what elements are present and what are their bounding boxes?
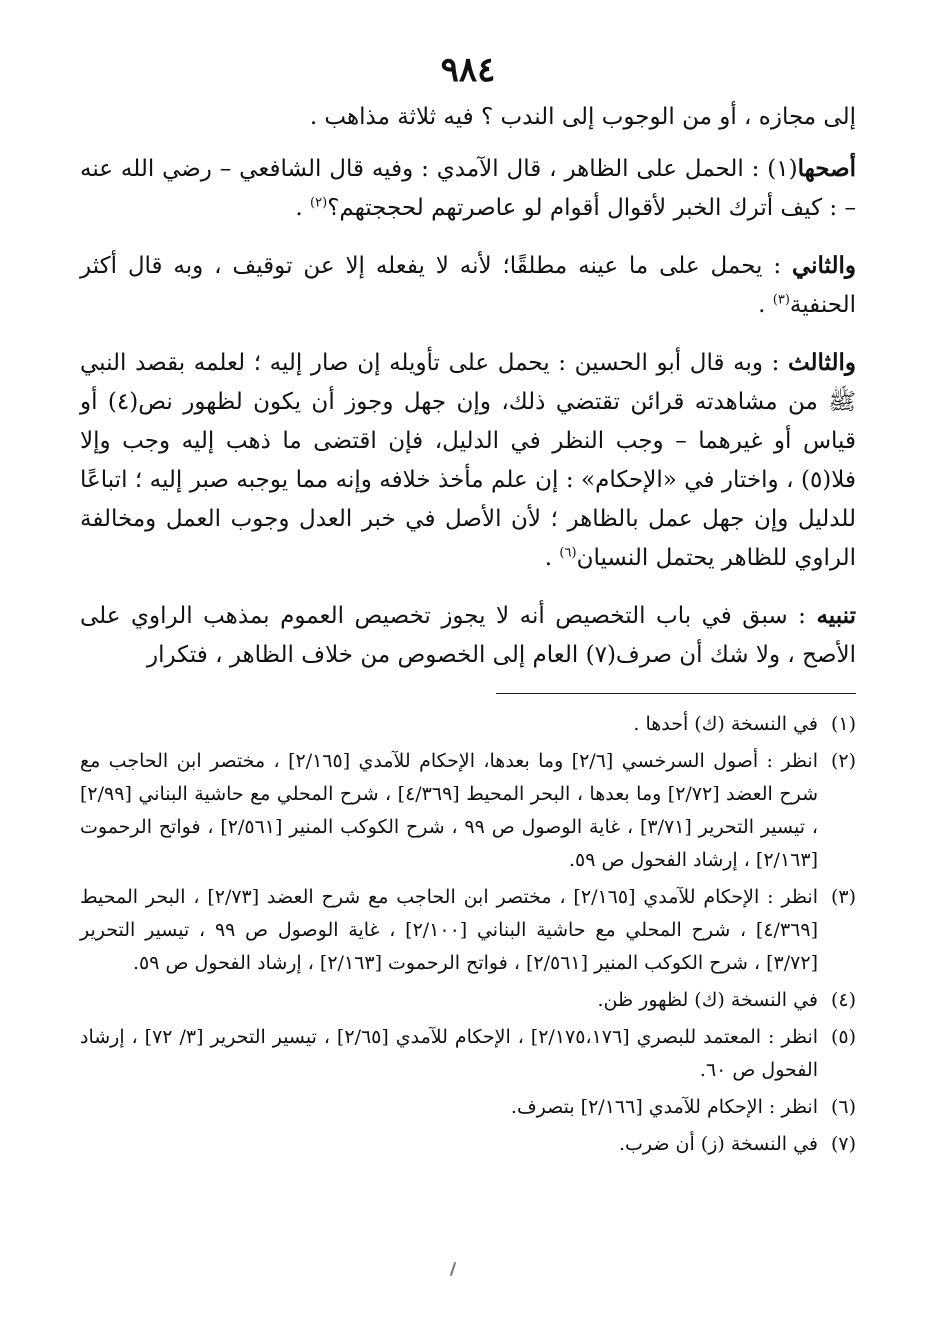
- paragraph-most-correct: [80, 149, 856, 228]
- footnote-separator: [496, 693, 856, 694]
- paragraph-lead: والثاني: [791, 252, 856, 279]
- footnote-text: انظر : المعتمد للبصري [٢/١٧٥،١٧٦] ، الإحكام للآمدي [٢/٦٥] ، تيسير التحرير [٣/ ٧٢] ، إرشاد الفحول ص ٦٠.: [80, 1026, 819, 1081]
- footnote: [80, 1021, 856, 1087]
- footnote: [80, 1091, 856, 1124]
- paragraph-text: : وبه قال أبو الحسين : يحمل على تأويله إن صار إليه ؛ لعلمه بقصد النبي ﷺ من مشاهدته قرائن تقتضي ذلك، وإن جهل وجوز أن يكون لظهور نص(٤) أو قياس أو غيرهما – وجب النظر في الدليل، فإن اقتضى ما ذهب إليه وجب وإلا فلا(٥) ، واختار في «الإحكام» : إن علم مأخذ خلافه وإنه مما يوجبه صبر إليه ؛ اتباعًا للدليل وإن جهل عمل بالظاهر ؛ لأن الأصل في خبر العدل وجوب العمل ومخالفة الراوي للظاهر يحتمل النسيان: [80, 350, 857, 571]
- footnotes: [80, 708, 856, 1161]
- footnote-text: انظر : الإحكام للآمدي [٢/١٦٦] بتصرف.: [510, 1096, 818, 1118]
- footnote-number: (٣): [830, 886, 856, 908]
- footnote-number: (٧): [830, 1133, 856, 1155]
- footnote-ref: (٣): [772, 292, 790, 308]
- footnote-number: (٥): [830, 1026, 856, 1048]
- footnote: [80, 1128, 856, 1161]
- paragraph-text: إلى مجازه ، أو من الوجوب إلى الندب ؟ فيه ثلاثة مذاهب .: [309, 104, 856, 130]
- footnote-text: انظر : الإحكام للآمدي [٢/١٦٥] ، مختصر ابن الحاجب مع شرح العضد [٢/٧٣] ، البحر المحيط [٤/٣٦٩] ، شرح المحلي مع حاشية البناني [٢/١٠٠] ، غاية الوصول ص ٩٩ ، تيسير التحرير [٣/٧٢] ، شرح الكوكب المنير [٢/٥٦١] ، فواتح الرحموت [٢/١٦٣] ، إرشاد الفحول ص ٥٩.: [80, 886, 818, 974]
- page-number: ٩٨٤: [440, 50, 496, 90]
- paragraph-third: [80, 343, 856, 578]
- footnote-number: (٢): [830, 750, 856, 772]
- paragraph-text: (١) : الحمل على الظاهر ، قال الآمدي : وفيه قال الشافعي – رضي الله عنه – : كيف أترك الخبر لأقوال أقوام لو عاصرتهم لحججتهم؟: [80, 156, 856, 221]
- paragraph-text: : يحمل على ما عينه مطلقًا؛ لأنه لا يفعله إلا عن توقيف ، وبه قال أكثر الحنفية: [80, 253, 856, 318]
- footnote: [80, 984, 856, 1017]
- footnote-number: (٤): [830, 989, 856, 1011]
- paragraph-lead: أصحها: [797, 155, 856, 182]
- footnote-ref: (٢): [310, 195, 328, 211]
- paragraph-tail: .: [758, 292, 773, 318]
- footnote-number: (١): [830, 713, 856, 735]
- footnote-number: (٦): [830, 1096, 856, 1118]
- paragraph-lead: تنبيه: [816, 602, 856, 629]
- paragraph-tail: .: [544, 545, 560, 571]
- paragraph-second: [80, 246, 856, 325]
- footnote: [80, 708, 856, 741]
- footnote: [80, 745, 856, 877]
- footnote-text: في النسخة (ك) لظهور ظن.: [597, 989, 818, 1011]
- footnote-text: انظر : أصول السرخسي [٢/٦] وما بعدها، الإحكام للآمدي [٢/١٦٥] ، مختصر ابن الحاجب مع شرح العضد [٢/٧٢] وما بعدها ، البحر المحيط [٤/٣٦٩] ، شرح المحلي مع حاشية البناني [٢/٩٩] ، تيسير التحرير [٣/٧١] ، غاية الوصول ص ٩٩ ، شرح الكوكب المنير [٢/٥٦١] ، فواتح الرحموت [٢/١٦٣] ، إرشاد الفحول ص ٥٩.: [80, 750, 818, 871]
- footnote: [80, 881, 856, 980]
- footnote-text: في النسخة (ك) أحدها .: [633, 713, 818, 735]
- scan-mark: [450, 1262, 456, 1276]
- paragraph-lead: والثالث: [787, 349, 856, 376]
- footnote-ref: (٦): [559, 545, 577, 561]
- paragraph-note: [80, 596, 856, 675]
- footnote-text: في النسخة (ز) أن ضرب.: [618, 1133, 818, 1155]
- paragraph-text: : سبق في باب التخصيص أنه لا يجوز تخصيص العموم بمذهب الراوي على الأصح ، ولا شك أن صرف(٧) العام إلى الخصوص من خلاف الظاهر ، فتكرار: [80, 603, 856, 668]
- main-text: [80, 98, 856, 675]
- paragraph-intro: [80, 98, 856, 137]
- paragraph-tail: .: [295, 195, 311, 221]
